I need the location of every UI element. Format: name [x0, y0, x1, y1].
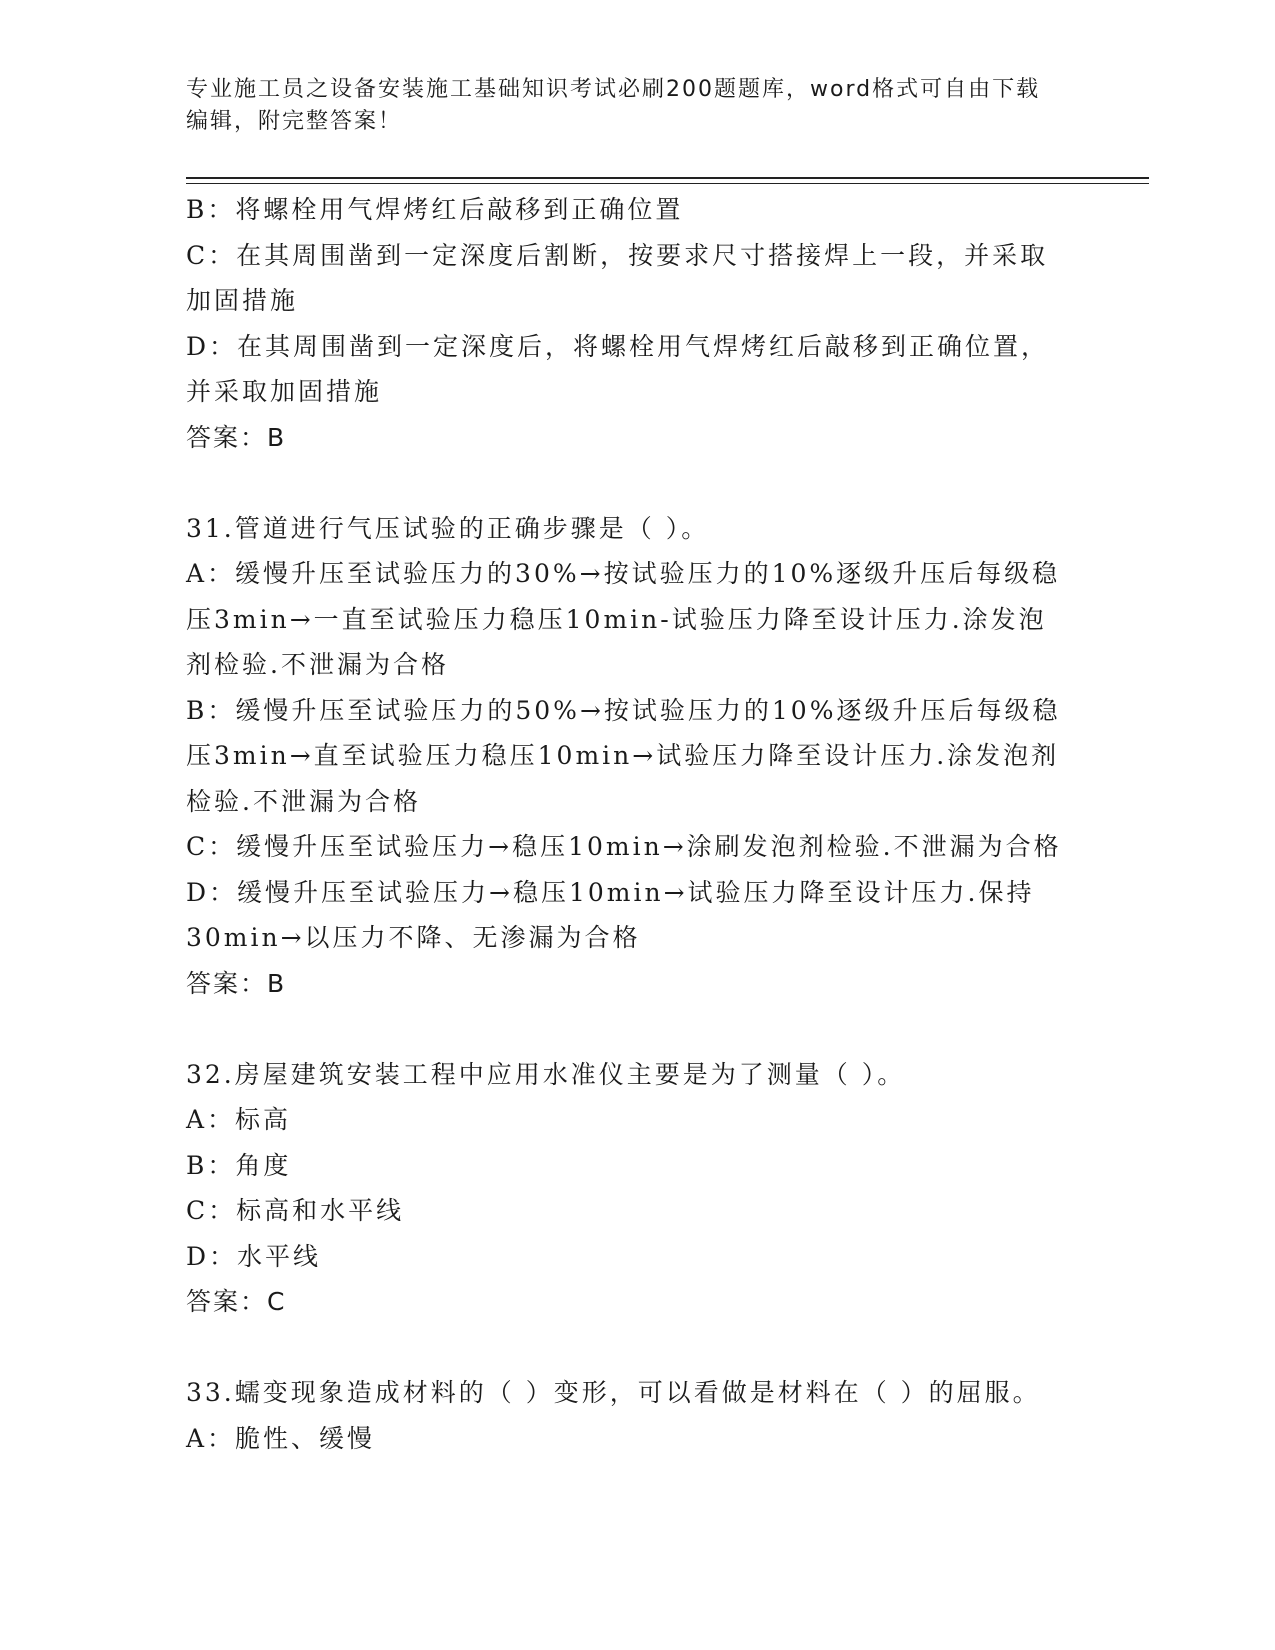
option-b-continued: 检验.不泄漏为合格	[186, 786, 421, 816]
option-b: B：角度	[186, 1150, 292, 1180]
option-a: A：标高	[186, 1105, 292, 1134]
option-d-continued: 并采取加固措施	[186, 377, 383, 406]
option-a-continued: 剂检验.不泄漏为合格	[186, 650, 449, 679]
option-c-continued: 加固措施	[186, 286, 299, 315]
option-b: B：缓慢升压至试验压力的50%→按试验压力的10%逐级升压后每级稳	[186, 695, 1061, 725]
option-c: C：缓慢升压至试验压力→稳压10min→涂刷发泡剂检验.不泄漏为合格	[186, 832, 1062, 861]
answer: 答案：B	[186, 968, 287, 998]
question-32	[186, 1052, 1086, 1325]
spacer	[186, 1325, 1086, 1371]
question-stem: 31.管道进行气压试验的正确步骤是（ ）。	[186, 513, 710, 543]
option-d: D：水平线	[186, 1241, 322, 1271]
spacer	[186, 1006, 1086, 1052]
option-a: A：缓慢升压至试验压力的30%→按试验压力的10%逐级升压后每级稳	[186, 559, 1061, 588]
option-b: B：将螺栓用气焊烤红后敲移到正确位置	[186, 195, 684, 224]
option-d: D：缓慢升压至试验压力→稳压10min→试验压力降至设计压力.保持	[186, 877, 1035, 907]
header-title-line2: 编辑，附完整答案！	[186, 109, 403, 134]
answer: 答案：B	[186, 422, 287, 452]
option-c: C：标高和水平线	[186, 1196, 405, 1225]
option-d-continued: 30min→以压力不降、无渗漏为合格	[186, 923, 641, 952]
question-stem: 33.蠕变现象造成材料的（ ）变形，可以看做是材料在（ ）的屈服。	[186, 1378, 1041, 1407]
option-a: A：脆性、缓慢	[186, 1423, 376, 1453]
header-divider-thick	[186, 177, 1149, 179]
header-divider-thin	[186, 183, 1149, 184]
answer: 答案：C	[186, 1287, 287, 1316]
header-title-line1: 专业施工员之设备安装施工基础知识考试必刷200题题库，word格式可自由下载	[186, 77, 1041, 102]
question-31	[186, 506, 1086, 1007]
option-b-continued: 压3min→直至试验压力稳压10min→试验压力降至设计压力.涂发泡剂	[186, 741, 1060, 770]
document-header	[186, 74, 1066, 138]
option-c: C：在其周围凿到一定深度后割断，按要求尺寸搭接焊上一段，并采取	[186, 240, 1049, 270]
question-stem: 32.房屋建筑安装工程中应用水准仪主要是为了测量（ ）。	[186, 1059, 906, 1089]
option-a-continued: 压3min→一直至试验压力稳压10min-试验压力降至设计压力.涂发泡	[186, 604, 1047, 634]
option-d: D：在其周围凿到一定深度后，将螺栓用气焊烤红后敲移到正确位置，	[186, 331, 1050, 361]
question-30-continued	[186, 187, 1086, 460]
question-33	[186, 1370, 1086, 1461]
question-content	[186, 187, 1086, 1461]
spacer	[186, 460, 1086, 506]
